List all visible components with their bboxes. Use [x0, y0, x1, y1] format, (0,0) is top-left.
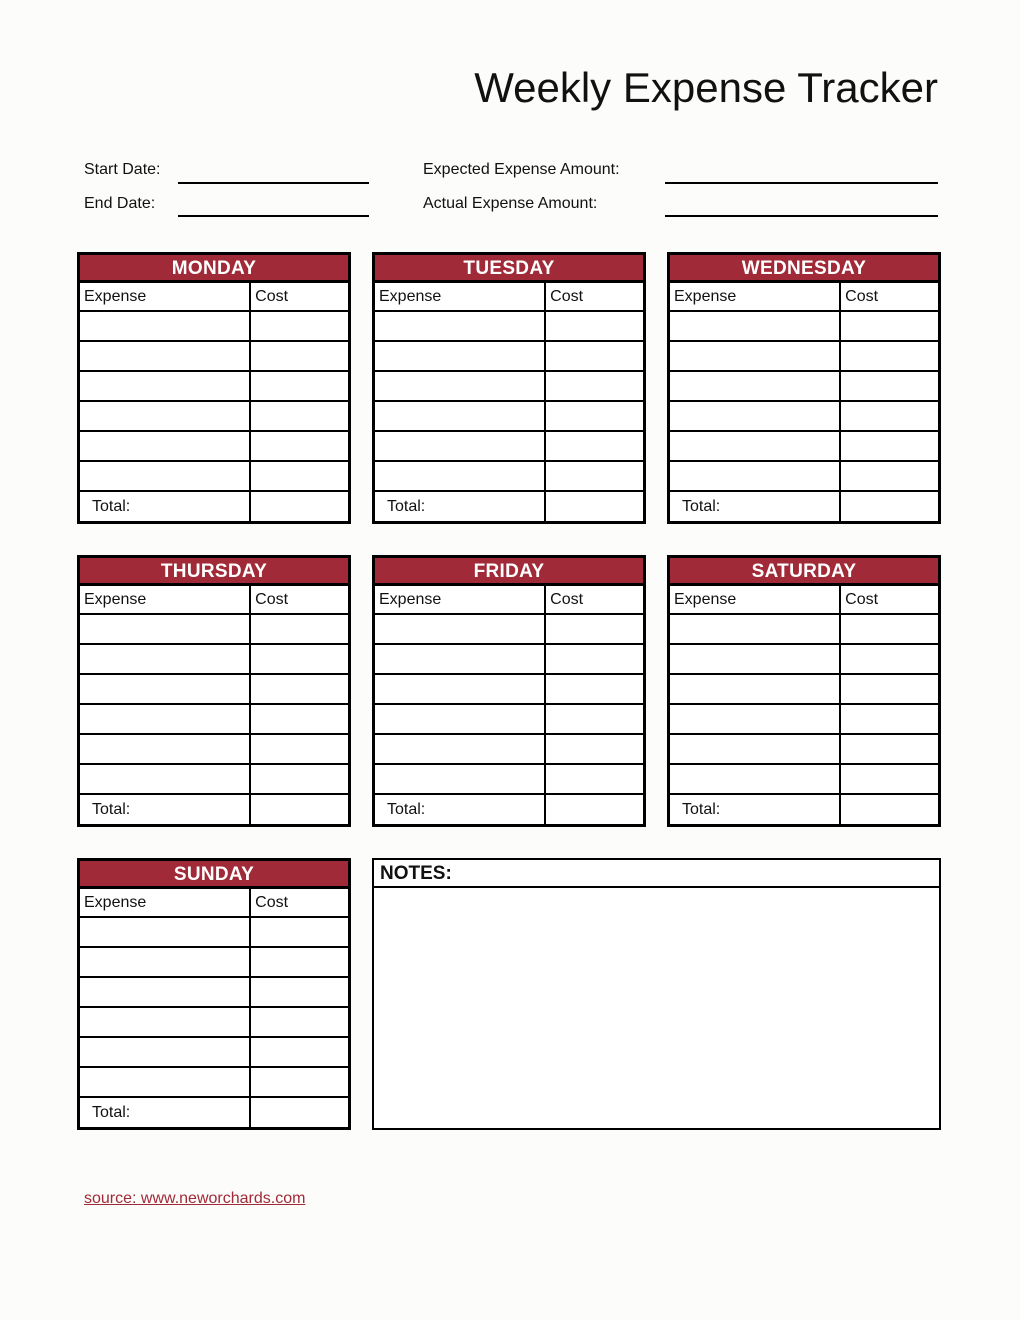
table-row: [375, 341, 643, 371]
total-label: Total:: [670, 794, 840, 824]
table-row: [80, 947, 348, 977]
table-row: [80, 431, 348, 461]
cost-column-header: Cost: [250, 889, 348, 917]
expense-cell[interactable]: [375, 674, 545, 704]
cost-cell[interactable]: [250, 1007, 348, 1037]
table-row: [670, 401, 938, 431]
table-row: [80, 1007, 348, 1037]
table-row: [670, 674, 938, 704]
table-row: [80, 734, 348, 764]
expense-column-header: Expense: [670, 283, 840, 311]
expense-cell[interactable]: [375, 311, 545, 341]
table-row: [80, 1037, 348, 1067]
expense-cell[interactable]: [80, 764, 250, 794]
expense-cell[interactable]: [80, 401, 250, 431]
expense-cell[interactable]: [80, 1007, 250, 1037]
day-name-header-friday: FRIDAY: [375, 558, 643, 586]
cost-cell[interactable]: [250, 431, 348, 461]
expense-cell[interactable]: [80, 917, 250, 947]
expense-column-header: Expense: [670, 586, 840, 614]
cost-column-header: Cost: [840, 283, 938, 311]
table-row: [80, 674, 348, 704]
table-row: [375, 674, 643, 704]
cost-cell[interactable]: [250, 341, 348, 371]
expense-cell[interactable]: [80, 311, 250, 341]
day-table-friday: [372, 555, 646, 827]
cost-cell[interactable]: [545, 431, 643, 461]
cost-cell[interactable]: [250, 461, 348, 491]
cost-cell[interactable]: [250, 764, 348, 794]
expense-cell[interactable]: [670, 704, 840, 734]
notes-content-area[interactable]: [374, 888, 939, 1128]
day-table-sunday: [77, 858, 351, 1130]
table-row: [670, 644, 938, 674]
day-table-monday: [77, 252, 351, 524]
table-row: [375, 704, 643, 734]
cost-cell[interactable]: [545, 311, 643, 341]
expense-cell[interactable]: [80, 674, 250, 704]
cost-cell[interactable]: [840, 644, 938, 674]
day-table-saturday: [667, 555, 941, 827]
cost-cell[interactable]: [840, 431, 938, 461]
table-row: [375, 764, 643, 794]
total-row: [670, 491, 938, 521]
expected-expense-input-line[interactable]: [665, 182, 938, 185]
total-row: [670, 794, 938, 824]
table-row: [670, 734, 938, 764]
cost-column-header: Cost: [250, 283, 348, 311]
expense-cell[interactable]: [375, 341, 545, 371]
expense-cell[interactable]: [670, 341, 840, 371]
actual-expense-input-line[interactable]: [665, 215, 938, 218]
cost-cell[interactable]: [250, 401, 348, 431]
cost-cell[interactable]: [840, 401, 938, 431]
expense-cell[interactable]: [375, 704, 545, 734]
column-header-row: [80, 889, 348, 917]
total-label: Total:: [80, 1097, 250, 1127]
expense-cell[interactable]: [80, 431, 250, 461]
total-row: [375, 794, 643, 824]
cost-cell[interactable]: [250, 311, 348, 341]
day-tables-grid: [77, 252, 941, 1130]
table-row: [375, 431, 643, 461]
table-row: [80, 371, 348, 401]
cost-cell[interactable]: [840, 614, 938, 644]
total-row: [80, 794, 348, 824]
expense-cell[interactable]: [670, 764, 840, 794]
table-row: [80, 917, 348, 947]
cost-cell[interactable]: [545, 644, 643, 674]
table-row: [80, 1067, 348, 1097]
cost-cell[interactable]: [545, 401, 643, 431]
expense-cell[interactable]: [375, 371, 545, 401]
cost-cell[interactable]: [840, 341, 938, 371]
table-row: [80, 704, 348, 734]
start-date-input-line[interactable]: [178, 182, 369, 185]
total-value-cell[interactable]: [840, 794, 938, 824]
expense-cell[interactable]: [80, 371, 250, 401]
expense-cell[interactable]: [670, 644, 840, 674]
total-value-cell[interactable]: [250, 491, 348, 521]
cost-column-header: Cost: [545, 283, 643, 311]
column-header-row: [375, 283, 643, 311]
total-row: [80, 1097, 348, 1127]
table-row: [670, 764, 938, 794]
table-row: [375, 734, 643, 764]
table-row: [670, 431, 938, 461]
cost-cell[interactable]: [840, 674, 938, 704]
table-row: [80, 311, 348, 341]
day-name-header-monday: MONDAY: [80, 255, 348, 283]
start-date-label: Start Date:: [84, 161, 161, 178]
day-table-tuesday: [372, 252, 646, 524]
cost-cell[interactable]: [250, 614, 348, 644]
expense-column-header: Expense: [80, 283, 250, 311]
table-row: [670, 341, 938, 371]
total-value-cell[interactable]: [545, 794, 643, 824]
day-name-header-thursday: THURSDAY: [80, 558, 348, 586]
table-row: [375, 401, 643, 431]
expense-cell[interactable]: [80, 977, 250, 1007]
cost-column-header: Cost: [545, 586, 643, 614]
total-label: Total:: [80, 491, 250, 521]
expense-cell[interactable]: [80, 1067, 250, 1097]
expense-column-header: Expense: [80, 889, 250, 917]
total-row: [375, 491, 643, 521]
source-link[interactable]: source: www.neworchards.com: [84, 1190, 306, 1207]
total-label: Total:: [375, 491, 545, 521]
cost-column-header: Cost: [840, 586, 938, 614]
expense-cell[interactable]: [670, 401, 840, 431]
table-row: [80, 644, 348, 674]
expense-cell[interactable]: [670, 734, 840, 764]
expense-column-header: Expense: [375, 283, 545, 311]
page-title: Weekly Expense Tracker: [474, 64, 938, 111]
cost-cell[interactable]: [840, 311, 938, 341]
end-date-label: End Date:: [84, 195, 156, 212]
table-row: [670, 311, 938, 341]
table-row: [670, 371, 938, 401]
expense-cell[interactable]: [375, 431, 545, 461]
table-row: [670, 461, 938, 491]
expense-cell[interactable]: [80, 947, 250, 977]
table-row: [670, 614, 938, 644]
expense-table-thursday: [80, 586, 348, 824]
cost-cell[interactable]: [545, 734, 643, 764]
expense-cell[interactable]: [80, 734, 250, 764]
cost-cell[interactable]: [840, 371, 938, 401]
table-row: [375, 371, 643, 401]
table-row: [670, 704, 938, 734]
cost-cell[interactable]: [545, 371, 643, 401]
cost-cell[interactable]: [840, 734, 938, 764]
expense-table-tuesday: [375, 283, 643, 521]
expense-cell[interactable]: [80, 704, 250, 734]
expense-cell[interactable]: [80, 461, 250, 491]
cost-cell[interactable]: [840, 764, 938, 794]
table-row: [375, 461, 643, 491]
notes-label: NOTES:: [374, 860, 939, 888]
cost-cell[interactable]: [545, 341, 643, 371]
table-row: [375, 614, 643, 644]
table-row: [80, 977, 348, 1007]
expense-table-saturday: [670, 586, 938, 824]
end-date-input-line[interactable]: [178, 215, 369, 218]
total-value-cell[interactable]: [250, 1097, 348, 1127]
cost-cell[interactable]: [840, 461, 938, 491]
cost-cell[interactable]: [545, 764, 643, 794]
table-row: [80, 341, 348, 371]
cost-cell[interactable]: [250, 977, 348, 1007]
cost-cell[interactable]: [250, 674, 348, 704]
table-row: [80, 461, 348, 491]
expense-cell[interactable]: [375, 461, 545, 491]
cost-cell[interactable]: [250, 1067, 348, 1097]
expense-cell[interactable]: [670, 674, 840, 704]
expense-cell[interactable]: [670, 371, 840, 401]
day-name-header-sunday: SUNDAY: [80, 861, 348, 889]
expense-cell[interactable]: [375, 764, 545, 794]
table-row: [375, 644, 643, 674]
day-table-thursday: [77, 555, 351, 827]
expense-cell[interactable]: [80, 341, 250, 371]
day-table-wednesday: [667, 252, 941, 524]
cost-cell[interactable]: [250, 644, 348, 674]
table-row: [80, 401, 348, 431]
table-row: [80, 614, 348, 644]
expense-cell[interactable]: [670, 311, 840, 341]
expense-cell[interactable]: [670, 461, 840, 491]
total-label: Total:: [80, 794, 250, 824]
total-value-cell[interactable]: [545, 491, 643, 521]
cost-cell[interactable]: [545, 614, 643, 644]
day-name-header-tuesday: TUESDAY: [375, 255, 643, 283]
actual-expense-label: Actual Expense Amount:: [423, 195, 598, 212]
total-value-cell[interactable]: [250, 794, 348, 824]
day-name-header-saturday: SATURDAY: [670, 558, 938, 586]
expense-cell[interactable]: [80, 644, 250, 674]
expense-table-wednesday: [670, 283, 938, 521]
notes-box: [372, 858, 941, 1130]
total-value-cell[interactable]: [840, 491, 938, 521]
cost-cell[interactable]: [250, 734, 348, 764]
column-header-row: [375, 586, 643, 614]
expected-expense-label: Expected Expense Amount:: [423, 161, 620, 178]
column-header-row: [80, 586, 348, 614]
expense-cell[interactable]: [375, 401, 545, 431]
cost-cell[interactable]: [250, 947, 348, 977]
expense-column-header: Expense: [80, 586, 250, 614]
expense-table-sunday: [80, 889, 348, 1127]
day-name-header-wednesday: WEDNESDAY: [670, 255, 938, 283]
cost-cell[interactable]: [250, 917, 348, 947]
expense-table-monday: [80, 283, 348, 521]
cost-cell[interactable]: [545, 461, 643, 491]
column-header-row: [670, 283, 938, 311]
expense-table-friday: [375, 586, 643, 824]
expense-cell[interactable]: [670, 614, 840, 644]
cost-cell[interactable]: [250, 371, 348, 401]
expense-cell[interactable]: [375, 614, 545, 644]
expense-cell[interactable]: [80, 1037, 250, 1067]
column-header-row: [80, 283, 348, 311]
total-label: Total:: [375, 794, 545, 824]
cost-cell[interactable]: [250, 1037, 348, 1067]
total-label: Total:: [670, 491, 840, 521]
expense-cell[interactable]: [80, 614, 250, 644]
expense-cell[interactable]: [375, 644, 545, 674]
table-row: [375, 311, 643, 341]
column-header-row: [670, 586, 938, 614]
cost-cell[interactable]: [250, 704, 348, 734]
expense-cell[interactable]: [375, 734, 545, 764]
cost-cell[interactable]: [545, 704, 643, 734]
expense-cell[interactable]: [670, 431, 840, 461]
cost-column-header: Cost: [250, 586, 348, 614]
table-row: [80, 764, 348, 794]
expense-column-header: Expense: [375, 586, 545, 614]
cost-cell[interactable]: [840, 704, 938, 734]
cost-cell[interactable]: [545, 674, 643, 704]
total-row: [80, 491, 348, 521]
